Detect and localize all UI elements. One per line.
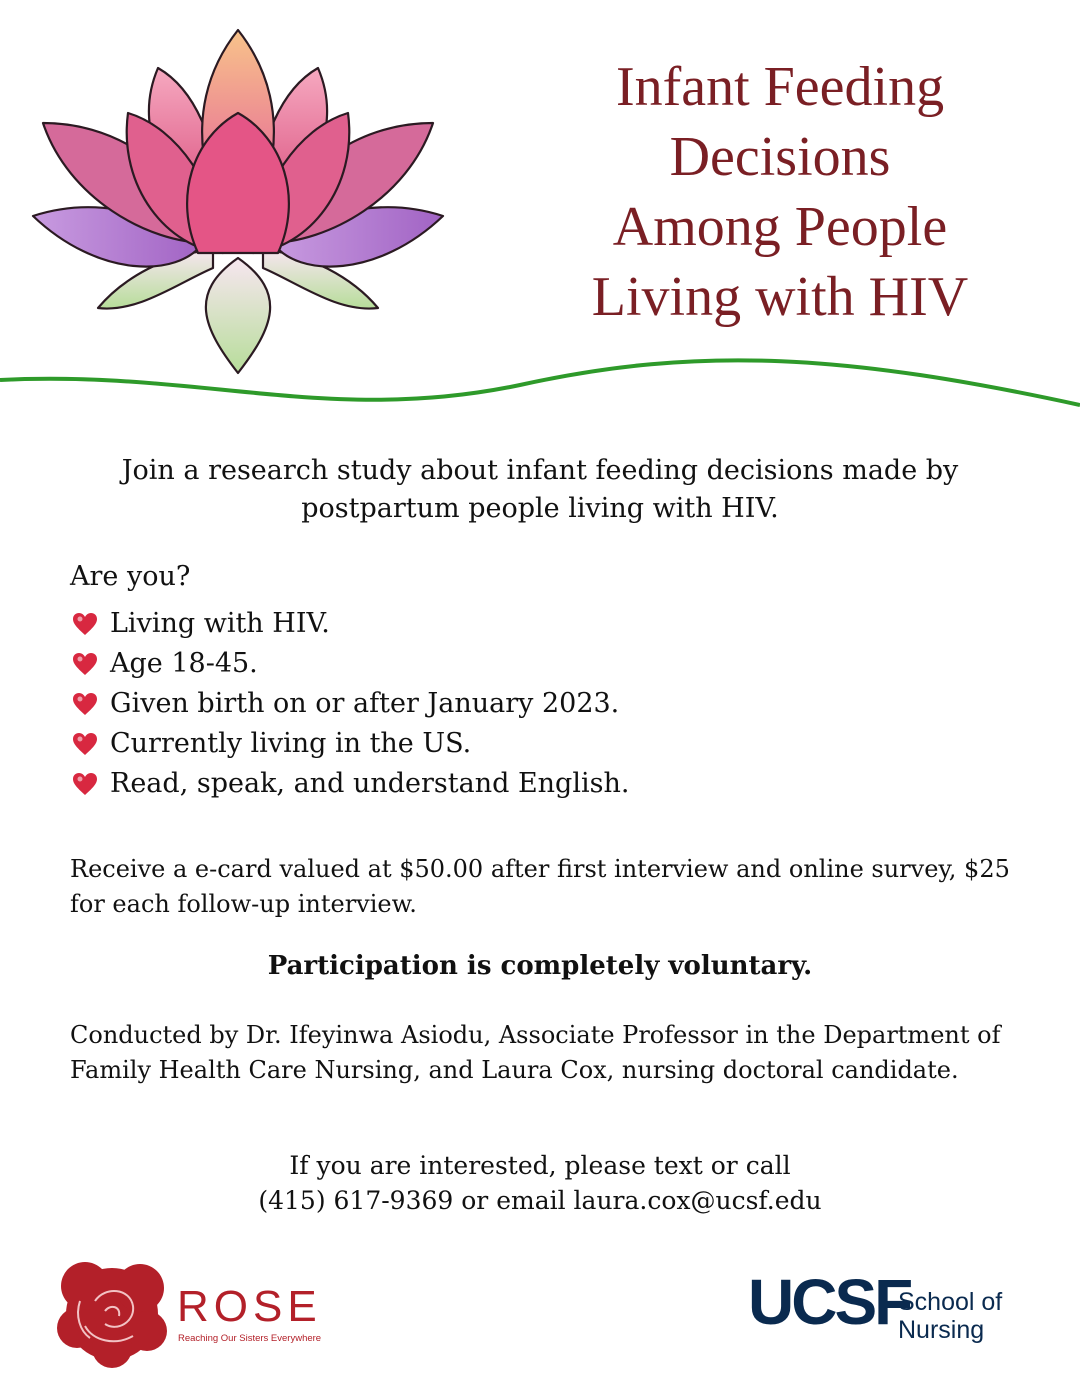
title-line: Decisions [669,126,891,188]
criterion-text: Currently living in the US. [110,728,472,759]
lotus-flower-illustration [28,28,448,378]
criterion-text: Read, speak, and understand English. [110,768,630,799]
list-item [72,724,629,764]
study-intro: Join a research study about infant feeding decisions made by postpartum people living with HIV. [121,455,959,524]
flyer-title [520,52,1040,332]
contact-line: (415) 617-9369 or email laura.cox@ucsf.edu [258,1186,822,1215]
title-line: Infant Feeding [615,56,945,118]
eligibility-list [72,604,629,804]
ucsf-wordmark: UCSF [748,1266,911,1338]
school-of-nursing-label [898,1288,1048,1344]
title-line: Among People [612,196,948,258]
title-line: Living with HIV [591,266,969,328]
contact-line: If you are interested, please text or call [289,1151,791,1180]
heart-icon [72,612,98,636]
list-item [72,684,629,724]
rose-wordmark: ROSE [177,1282,322,1331]
criterion-text: Age 18-45. [110,648,258,679]
heart-icon [72,652,98,676]
eligibility-question: Are you? [70,561,191,592]
list-item [72,604,629,644]
heart-icon [72,732,98,756]
heart-icon [72,772,98,796]
contact-info [60,1148,1020,1218]
criterion-text: Living with HIV. [110,608,330,639]
investigators-text: Conducted by Dr. Ifeyinwa Asiodu, Associate Professor in the Department of Family Health Care Nursing, and Laura Cox, nursing doctoral candidate. [70,1021,1001,1084]
rose-logo-icon [55,1256,170,1368]
voluntary-notice: Participation is completely voluntary. [267,951,813,981]
list-item [72,764,629,804]
heart-icon [72,692,98,716]
incentive-text: Receive a e-card valued at $50.00 after first interview and online survey, $25 for each follow-up interview. [70,855,1010,918]
school-line: Nursing [898,1316,985,1344]
school-line: School of [898,1288,1003,1316]
criterion-text: Given birth on or after January 2023. [110,688,620,719]
green-wave-divider [0,340,1080,420]
list-item [72,644,629,684]
rose-tagline: Reaching Our Sisters Everywhere [178,1333,322,1344]
